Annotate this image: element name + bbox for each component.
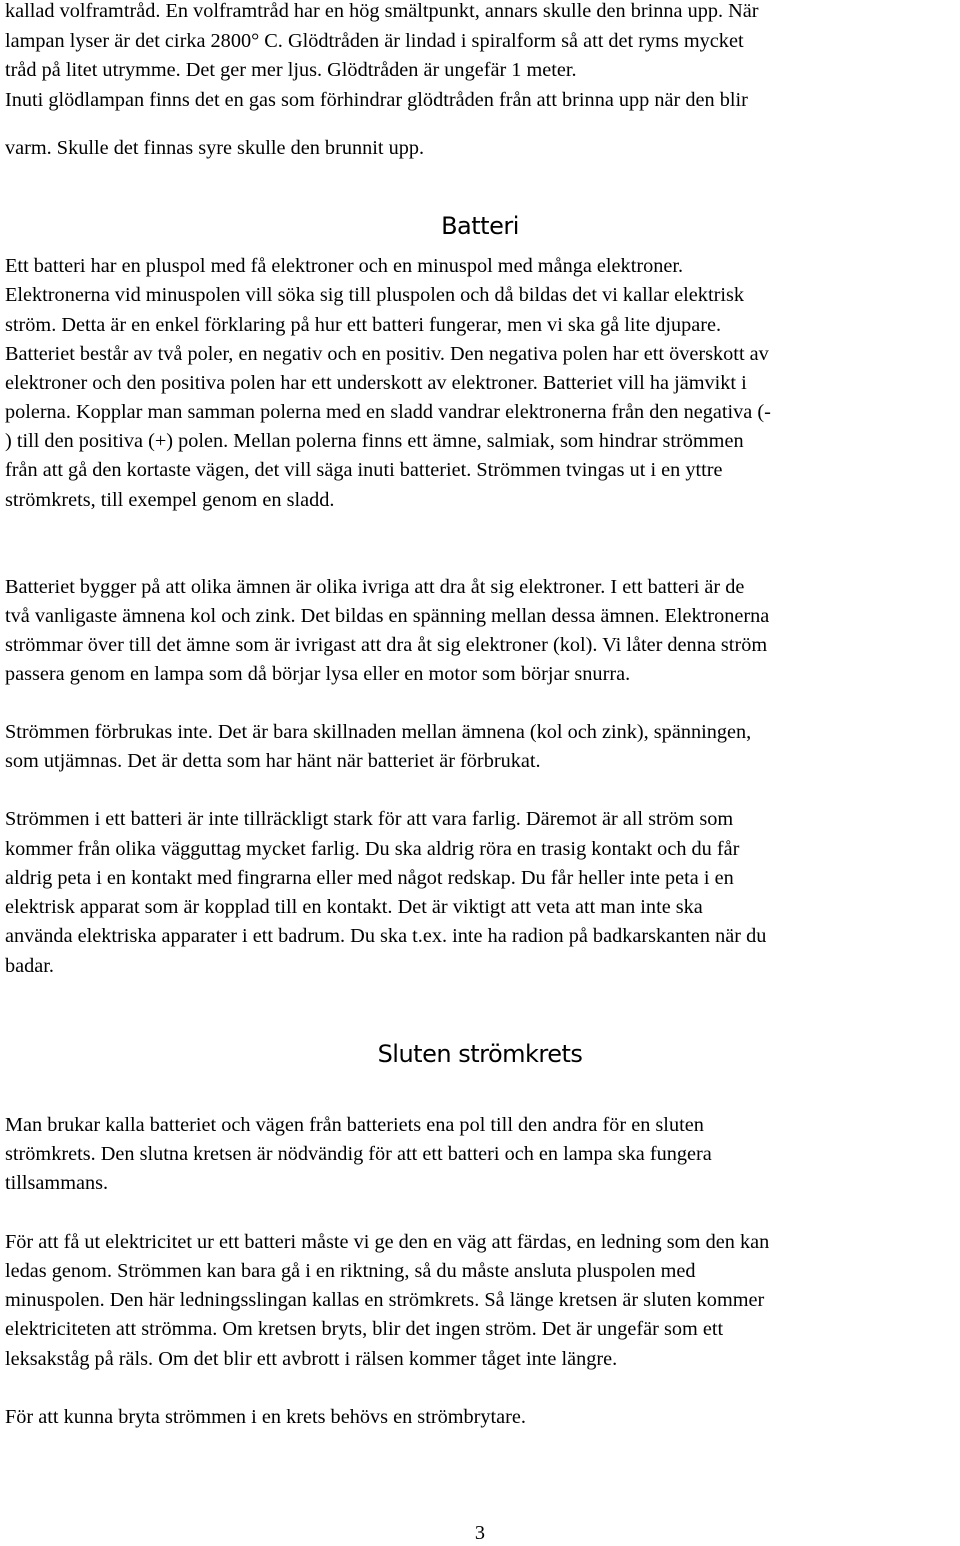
text-line: elektrisk apparat som är kopplad till en kontakt. Det är viktigt att veta att man inte ska: [5, 896, 703, 918]
text-line: Batteriet bygger på att olika ämnen är olika ivriga att dra åt sig elektroner. I ett batteri är de: [5, 576, 745, 598]
text-line: strömkrets, till exempel genom en sladd.: [5, 489, 335, 511]
text-line: Ett batteri har en pluspol med få elektroner och en minuspol med många elektroner.: [5, 255, 684, 277]
text-line: passera genom en lampa som då börjar lysa eller en motor som börjar snurra.: [5, 663, 631, 685]
text-line: använda elektriska apparater i ett badrum. Du ska t.ex. inte ha radion på badkarskanten när du: [5, 925, 767, 947]
text-line: Batteriet består av två poler, en negativ och en positiv. Den negativa polen har ett överskott av: [5, 343, 769, 365]
text-line: tråd på litet utrymme. Det ger mer ljus. Glödtråden är ungefär 1 meter.: [5, 59, 577, 81]
text-line: ström. Detta är en enkel förklaring på hur ett batteri fungerar, men vi ska gå lite djupare.: [5, 314, 722, 336]
text-line: elektroner och den positiva polen har ett underskott av elektroner. Batteriet vill ha jämvikt i: [5, 372, 747, 394]
text-line: leksakståg på räls. Om det blir ett avbrott i rälsen kommer tåget inte längre.: [5, 1348, 618, 1370]
text-line: polerna. Kopplar man samman polerna med en sladd vandrar elektronerna från den negativa (-: [5, 401, 771, 423]
section-heading-sluten-stromkrets: Sluten strömkrets: [377, 1040, 583, 1068]
text-line: varm. Skulle det finnas syre skulle den brunnit upp.: [5, 137, 425, 159]
text-line: Strömmen i ett batteri är inte tillräckligt stark för att vara farlig. Däremot är all ström som: [5, 808, 734, 830]
text-line: tillsammans.: [5, 1172, 109, 1194]
text-line: För att få ut elektricitet ur ett batteri måste vi ge den en väg att färdas, en ledning som den kan: [5, 1231, 770, 1253]
text-line: lampan lyser är det cirka 2800° C. Glödtråden är lindad i spiralform så att det ryms mycket: [5, 30, 744, 52]
page-number: 3: [474, 1522, 486, 1544]
text-line: Man brukar kalla batteriet och vägen från batteriets ena pol till den andra för en sluten: [5, 1114, 704, 1136]
text-line: elektriciteten att strömma. Om kretsen bryts, blir det ingen ström. Det är ungefär som ett: [5, 1318, 724, 1340]
text-line: Strömmen förbrukas inte. Det är bara skillnaden mellan ämnena (kol och zink), spänningen,: [5, 721, 752, 743]
text-line: Inuti glödlampan finns det en gas som förhindrar glödtråden från att brinna upp när den blir: [5, 89, 748, 111]
text-line: aldrig peta i en kontakt med fingrarna eller med något redskap. Du får heller inte peta i en: [5, 867, 734, 889]
text-line: kallad volframtråd. En volframtråd har en hög smältpunkt, annars skulle den brinna upp. När: [5, 0, 759, 22]
text-line: Elektronerna vid minuspolen vill söka sig till pluspolen och då bildas det vi kallar elektrisk: [5, 284, 744, 306]
text-line: kommer från olika vägguttag mycket farlig. Du ska aldrig röra en trasig kontakt och du får: [5, 838, 740, 860]
section-heading-batteri: Batteri: [441, 212, 519, 240]
text-line: minuspolen. Den här ledningsslingan kallas en strömkrets. Så länge kretsen är sluten kommer: [5, 1289, 765, 1311]
text-line: För att kunna bryta strömmen i en krets behövs en strömbrytare.: [5, 1406, 526, 1428]
text-line: badar.: [5, 955, 54, 977]
text-line: ) till den positiva (+) polen. Mellan polerna finns ett ämne, salmiak, som hindrar strömmen: [5, 430, 744, 452]
text-line: från att gå den kortaste vägen, det vill säga inuti batteriet. Strömmen tvingas ut i en yttre: [5, 459, 723, 481]
text-line: strömkrets. Den slutna kretsen är nödvändig för att ett batteri och en lampa ska fungera: [5, 1143, 712, 1165]
text-line: två vanligaste ämnena kol och zink. Det bildas en spänning mellan dessa ämnen. Elektronerna: [5, 605, 770, 627]
text-line: som utjämnas. Det är detta som har hänt när batteriet är förbrukat.: [5, 750, 541, 772]
text-line: strömmar över till det ämne som är ivrigast att dra åt sig elektroner (kol). Vi låter denna ström: [5, 634, 768, 656]
text-line: ledas genom. Strömmen kan bara gå i en riktning, så du måste ansluta pluspolen med: [5, 1260, 696, 1282]
